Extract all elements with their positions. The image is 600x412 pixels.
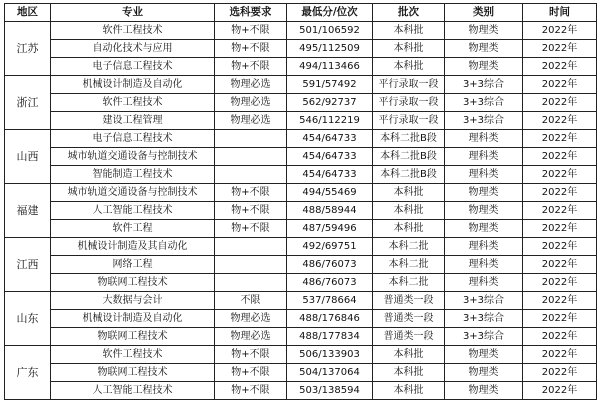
major-cell: 软件工程 [51,220,215,238]
category-cell: 理科类 [445,274,523,292]
year-cell: 2022年 [523,22,597,40]
major-cell: 智能制造工程技术 [51,166,215,184]
table-row [5,382,597,400]
batch-cell: 本科批 [373,220,445,238]
batch-cell: 本科二批 [373,256,445,274]
region-cell: 山西 [5,130,51,184]
subject-requirement-cell [215,148,287,166]
subject-requirement-cell [215,238,287,256]
category-cell: 物理类 [445,364,523,382]
batch-cell: 平行录取一段 [373,94,445,112]
min-score-rank-cell: 591/57492 [287,76,373,94]
header-subject-requirement: 选科要求 [215,4,287,22]
major-cell: 电子信息工程技术 [51,58,215,76]
major-cell: 人工智能工程技术 [51,382,215,400]
table-row [5,256,597,274]
min-score-rank-cell: 454/64733 [287,148,373,166]
min-score-rank-cell: 504/137064 [287,364,373,382]
category-cell: 3+3综合 [445,310,523,328]
table-row [5,364,597,382]
year-cell: 2022年 [523,76,597,94]
subject-requirement-cell: 物+不限 [215,40,287,58]
subject-requirement-cell: 物+不限 [215,346,287,364]
batch-cell: 本科批 [373,184,445,202]
min-score-rank-cell: 494/55469 [287,184,373,202]
min-score-rank-cell: 503/138594 [287,382,373,400]
table-row [5,328,597,346]
subject-requirement-cell: 物理必选 [215,328,287,346]
min-score-rank-cell: 488/177834 [287,328,373,346]
batch-cell: 本科二批 [373,274,445,292]
batch-cell: 本科批 [373,40,445,58]
category-cell: 3+3综合 [445,292,523,310]
major-cell: 机械设计制造及自动化 [51,310,215,328]
category-cell: 理科类 [445,238,523,256]
subject-requirement-cell: 物理必选 [215,112,287,130]
year-cell: 2022年 [523,58,597,76]
subject-requirement-cell: 物理必选 [215,310,287,328]
batch-cell: 普通类一段 [373,328,445,346]
batch-cell: 平行录取一段 [373,76,445,94]
category-cell: 物理类 [445,220,523,238]
subject-requirement-cell: 物理必选 [215,76,287,94]
category-cell: 3+3综合 [445,328,523,346]
min-score-rank-cell: 506/133903 [287,346,373,364]
year-cell: 2022年 [523,346,597,364]
min-score-rank-cell: 494/113466 [287,58,373,76]
table-row [5,184,597,202]
year-cell: 2022年 [523,256,597,274]
batch-cell: 本科二批B段 [373,148,445,166]
year-cell: 2022年 [523,202,597,220]
subject-requirement-cell: 物+不限 [215,202,287,220]
min-score-rank-cell: 492/69751 [287,238,373,256]
region-cell: 江苏 [5,22,51,76]
table-row [5,292,597,310]
major-cell: 物联网工程技术 [51,274,215,292]
year-cell: 2022年 [523,292,597,310]
category-cell: 理科类 [445,148,523,166]
table-row [5,274,597,292]
batch-cell: 本科批 [373,22,445,40]
major-cell: 大数据与会计 [51,292,215,310]
min-score-rank-cell: 562/92737 [287,94,373,112]
table-row [5,40,597,58]
subject-requirement-cell: 物+不限 [215,382,287,400]
major-cell: 人工智能工程技术 [51,202,215,220]
region-cell: 浙江 [5,76,51,130]
table-row [5,22,597,40]
subject-requirement-cell: 物+不限 [215,364,287,382]
header-min-score-rank: 最低分/位次 [287,4,373,22]
min-score-rank-cell: 486/76073 [287,256,373,274]
batch-cell: 本科批 [373,58,445,76]
min-score-rank-cell: 501/106592 [287,22,373,40]
major-cell: 软件工程技术 [51,346,215,364]
table-row [5,310,597,328]
min-score-rank-cell: 537/78664 [287,292,373,310]
major-cell: 物联网工程技术 [51,364,215,382]
admission-scores-table [4,3,597,400]
category-cell: 3+3综合 [445,112,523,130]
category-cell: 理科类 [445,166,523,184]
table-row [5,202,597,220]
table-row [5,112,597,130]
batch-cell: 本科批 [373,382,445,400]
year-cell: 2022年 [523,364,597,382]
region-cell: 江西 [5,238,51,292]
table-row [5,58,597,76]
major-cell: 机械设计制造及自动化 [51,76,215,94]
table-row [5,130,597,148]
min-score-rank-cell: 495/112509 [287,40,373,58]
subject-requirement-cell: 物+不限 [215,58,287,76]
year-cell: 2022年 [523,238,597,256]
category-cell: 物理类 [445,382,523,400]
subject-requirement-cell: 物+不限 [215,220,287,238]
subject-requirement-cell: 物+不限 [215,184,287,202]
min-score-rank-cell: 488/176846 [287,310,373,328]
table-body [5,22,597,400]
table-row [5,166,597,184]
min-score-rank-cell: 487/59496 [287,220,373,238]
category-cell: 物理类 [445,184,523,202]
year-cell: 2022年 [523,40,597,58]
year-cell: 2022年 [523,130,597,148]
min-score-rank-cell: 486/76073 [287,274,373,292]
major-cell: 建设工程管理 [51,112,215,130]
batch-cell: 平行录取一段 [373,112,445,130]
subject-requirement-cell: 物+不限 [215,22,287,40]
year-cell: 2022年 [523,94,597,112]
year-cell: 2022年 [523,166,597,184]
batch-cell: 本科批 [373,364,445,382]
major-cell: 软件工程技术 [51,94,215,112]
category-cell: 3+3综合 [445,76,523,94]
year-cell: 2022年 [523,382,597,400]
subject-requirement-cell [215,256,287,274]
table-row [5,148,597,166]
batch-cell: 本科二批 [373,238,445,256]
major-cell: 城市轨道交通设备与控制技术 [51,184,215,202]
min-score-rank-cell: 488/58944 [287,202,373,220]
header-category: 类别 [445,4,523,22]
major-cell: 城市轨道交通设备与控制技术 [51,148,215,166]
header-major: 专业 [51,4,215,22]
category-cell: 物理类 [445,22,523,40]
batch-cell: 本科批 [373,202,445,220]
year-cell: 2022年 [523,184,597,202]
category-cell: 3+3综合 [445,94,523,112]
region-cell: 山东 [5,292,51,346]
subject-requirement-cell: 不限 [215,292,287,310]
major-cell: 机械设计制造及其自动化 [51,238,215,256]
header-region: 地区 [5,4,51,22]
year-cell: 2022年 [523,310,597,328]
category-cell: 物理类 [445,40,523,58]
min-score-rank-cell: 546/112219 [287,112,373,130]
major-cell: 自动化技术与应用 [51,40,215,58]
year-cell: 2022年 [523,220,597,238]
table-row [5,346,597,364]
year-cell: 2022年 [523,328,597,346]
major-cell: 电子信息工程技术 [51,130,215,148]
header-row [5,4,597,22]
subject-requirement-cell: 物理必选 [215,94,287,112]
category-cell: 物理类 [445,346,523,364]
subject-requirement-cell [215,166,287,184]
region-cell: 福建 [5,184,51,238]
major-cell: 网络工程 [51,256,215,274]
region-cell: 广东 [5,346,51,400]
batch-cell: 本科批 [373,346,445,364]
category-cell: 理科类 [445,256,523,274]
header-batch: 批次 [373,4,445,22]
batch-cell: 本科二批B段 [373,166,445,184]
header-year: 时间 [523,4,597,22]
table-row [5,94,597,112]
year-cell: 2022年 [523,112,597,130]
min-score-rank-cell: 454/64733 [287,166,373,184]
batch-cell: 普通类一段 [373,292,445,310]
category-cell: 物理类 [445,202,523,220]
subject-requirement-cell [215,130,287,148]
major-cell: 软件工程技术 [51,22,215,40]
batch-cell: 本科二批B段 [373,130,445,148]
subject-requirement-cell [215,274,287,292]
category-cell: 理科类 [445,130,523,148]
table-row [5,238,597,256]
year-cell: 2022年 [523,274,597,292]
table-row [5,76,597,94]
category-cell: 物理类 [445,58,523,76]
min-score-rank-cell: 454/64733 [287,130,373,148]
year-cell: 2022年 [523,148,597,166]
major-cell: 物联网工程技术 [51,328,215,346]
batch-cell: 普通类一段 [373,310,445,328]
table-row [5,220,597,238]
